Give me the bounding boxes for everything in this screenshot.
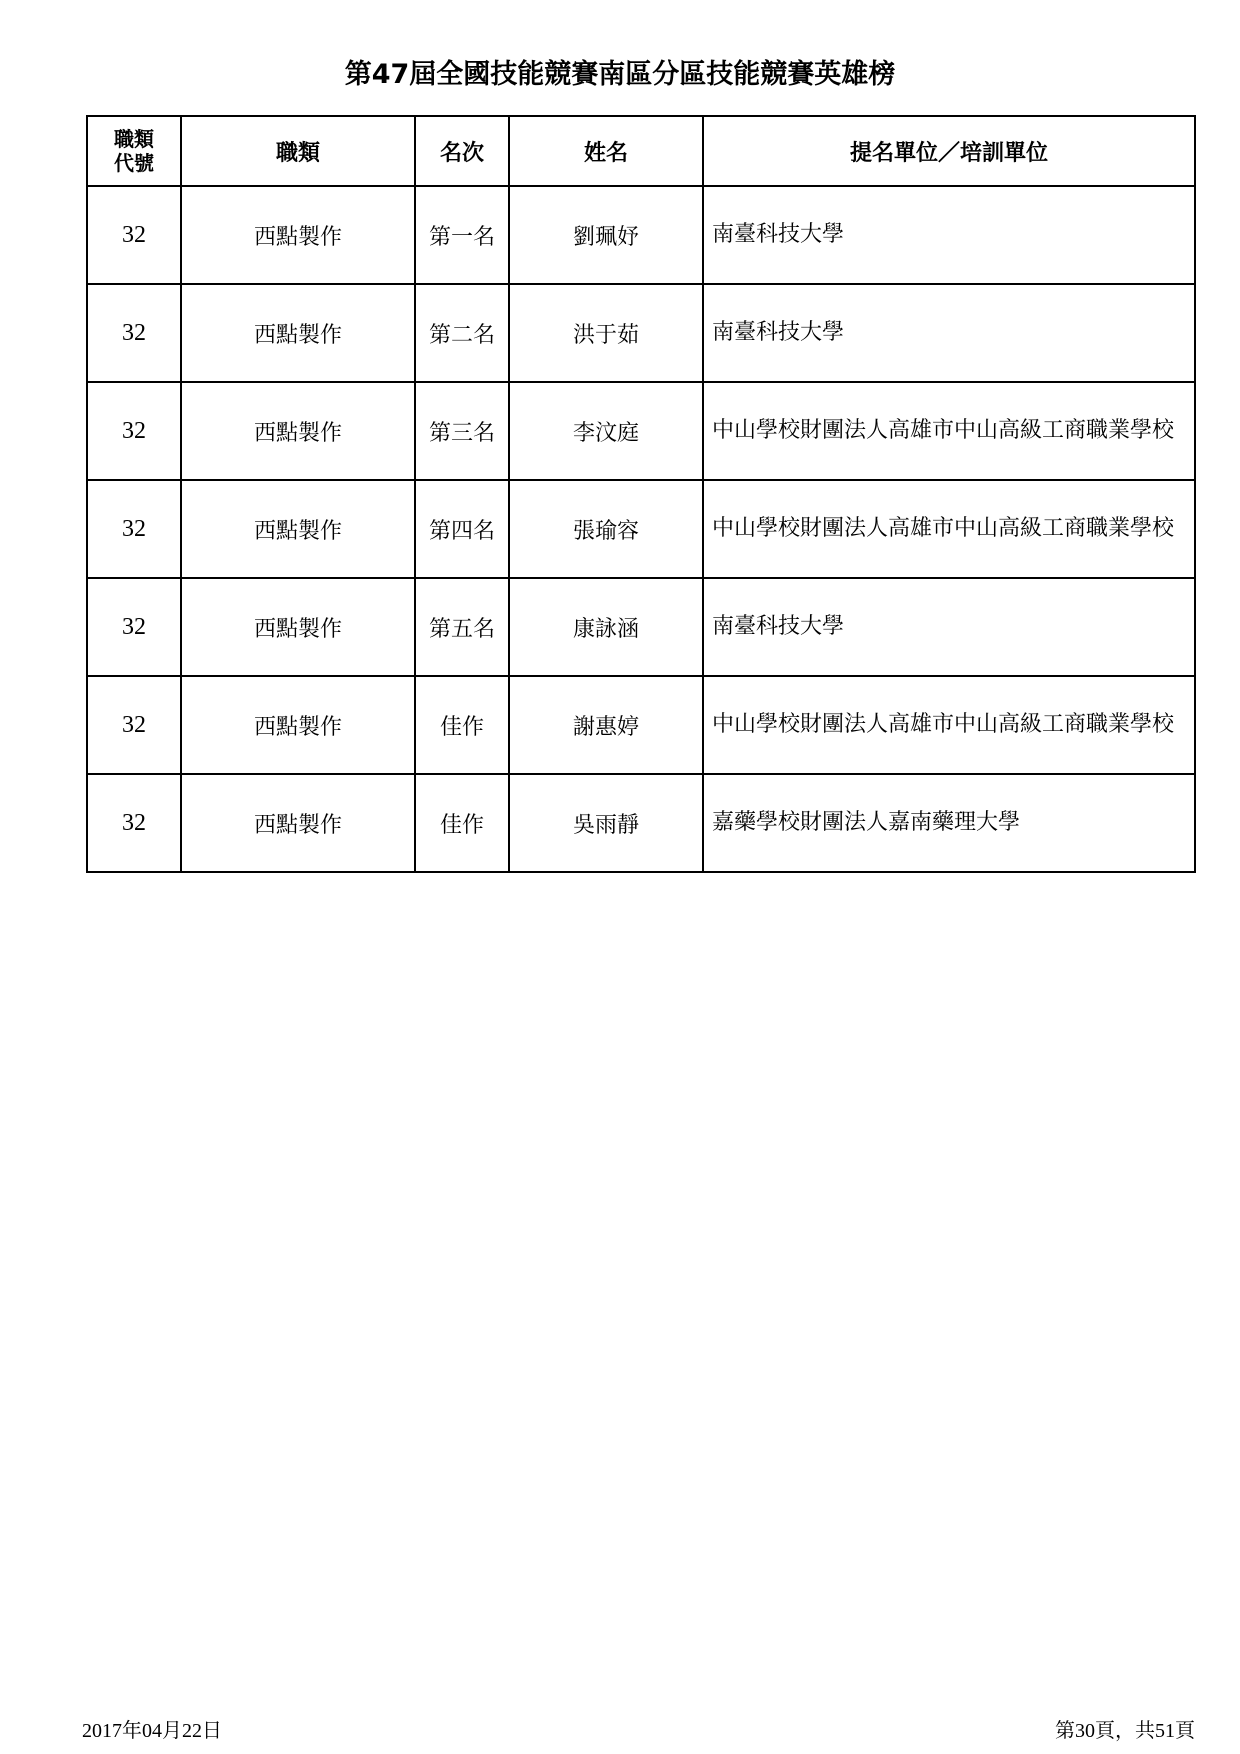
cell-name: 張瑜容 (509, 480, 703, 578)
cell-name: 劉珮妤 (509, 186, 703, 284)
table-header-row (87, 116, 1195, 186)
footer-date: 2017年04月22日 (82, 1720, 222, 1742)
cell-trade: 西點製作 (181, 480, 415, 578)
cell-rank: 佳作 (415, 676, 509, 774)
cell-code: 32 (87, 382, 181, 480)
table-row (87, 382, 1195, 480)
cell-trade: 西點製作 (181, 578, 415, 676)
cell-trade: 西點製作 (181, 382, 415, 480)
cell-trade: 西點製作 (181, 676, 415, 774)
header-code-line2: 代號 (114, 151, 154, 175)
header-name: 姓名 (509, 116, 703, 186)
cell-unit: 南臺科技大學 (703, 284, 1195, 382)
cell-code: 32 (87, 480, 181, 578)
cell-unit: 嘉藥學校財團法人嘉南藥理大學 (703, 774, 1195, 872)
cell-code: 32 (87, 284, 181, 382)
table-row (87, 284, 1195, 382)
cell-unit: 南臺科技大學 (703, 186, 1195, 284)
header-code-line1: 職類 (114, 127, 154, 151)
cell-unit: 中山學校財團法人高雄市中山高級工商職業學校 (703, 480, 1195, 578)
cell-rank: 第五名 (415, 578, 509, 676)
page-title: 第47屆全國技能競賽南區分區技能競賽英雄榜 (344, 59, 896, 90)
cell-rank: 第二名 (415, 284, 509, 382)
cell-trade: 西點製作 (181, 186, 415, 284)
table-row (87, 676, 1195, 774)
cell-rank: 第一名 (415, 186, 509, 284)
cell-code: 32 (87, 186, 181, 284)
cell-unit: 中山學校財團法人高雄市中山高級工商職業學校 (703, 382, 1195, 480)
cell-name: 吳雨靜 (509, 774, 703, 872)
cell-code: 32 (87, 578, 181, 676)
cell-rank: 佳作 (415, 774, 509, 872)
cell-trade: 西點製作 (181, 284, 415, 382)
cell-code: 32 (87, 774, 181, 872)
table-row (87, 578, 1195, 676)
cell-unit: 中山學校財團法人高雄市中山高級工商職業學校 (703, 676, 1195, 774)
cell-code: 32 (87, 676, 181, 774)
header-trade: 職類 (181, 116, 415, 186)
cell-rank: 第四名 (415, 480, 509, 578)
header-rank: 名次 (415, 116, 509, 186)
header-unit: 提名單位／培訓單位 (703, 116, 1195, 186)
cell-trade: 西點製作 (181, 774, 415, 872)
cell-rank: 第三名 (415, 382, 509, 480)
cell-name: 李汶庭 (509, 382, 703, 480)
table-row (87, 774, 1195, 872)
cell-name: 洪于茹 (509, 284, 703, 382)
header-code (87, 116, 181, 186)
table-row (87, 186, 1195, 284)
results-table (86, 115, 1196, 873)
cell-unit: 南臺科技大學 (703, 578, 1195, 676)
table-row (87, 480, 1195, 578)
cell-name: 康詠涵 (509, 578, 703, 676)
footer-page-number: 第30頁，共51頁 (1055, 1720, 1195, 1742)
cell-name: 謝惠婷 (509, 676, 703, 774)
